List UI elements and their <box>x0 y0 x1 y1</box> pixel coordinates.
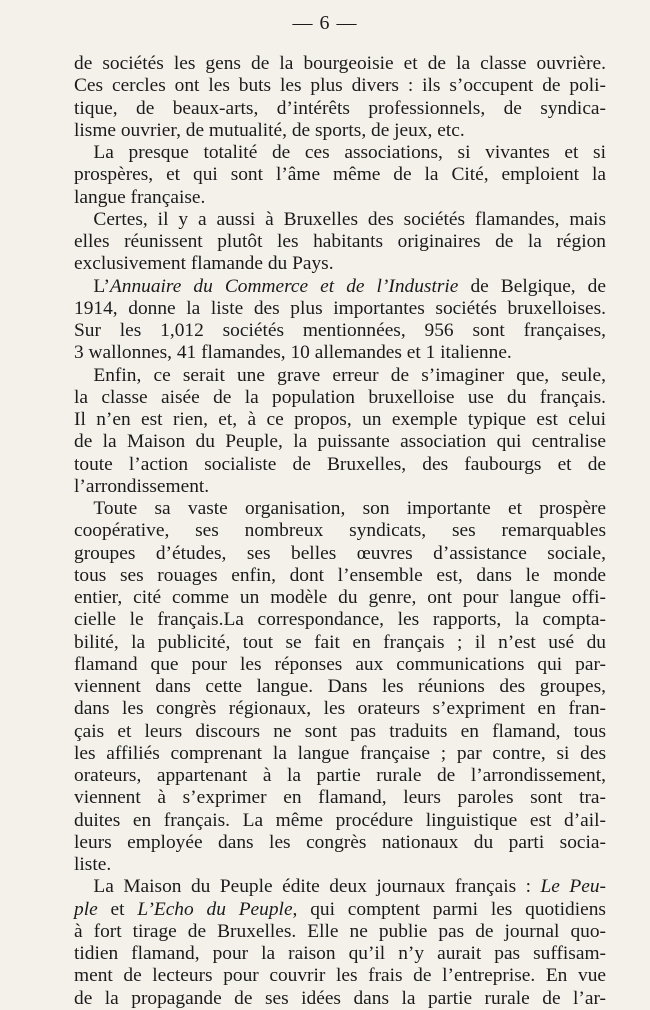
paragraph <box>74 498 606 876</box>
paragraph <box>74 53 606 142</box>
text-line: prospères, et qui sont l’âme même de la Cité, emploient la <box>74 164 606 186</box>
italic-title: Annuaire du Commerce et de l’Industrie <box>109 275 459 297</box>
text-line: Ces cercles ont les buts les plus divers : ils s’occupent de poli- <box>74 75 606 97</box>
text-line: Toute sa vaste organisation, son importante et prospère <box>93 498 606 519</box>
text-line: Il n’en est rien, et, à ce propos, un exemple typique est celui <box>74 409 606 430</box>
text-line: l’arrondissement. <box>74 475 210 497</box>
text-line: entier, cité comme un modèle du genre, ont pour langue offi- <box>74 587 606 608</box>
text-line: coopérative, ses nombreux syndicats, ses remarquables <box>74 520 606 542</box>
text-line: groupes d’études, ses belles œuvres d’assistance sociale, <box>74 542 606 564</box>
text-line: çais et leurs discours ne sont pas traduits en flamand, tous <box>74 720 606 742</box>
text-line: exclusivement flamande du Pays. <box>74 253 334 275</box>
text-line: 3 wallonnes, 41 flamandes, 10 allemandes et 1 italienne. <box>74 342 512 364</box>
page-number: — 6 — <box>292 12 358 34</box>
text-line: ple et L’Echo du Peuple, qui comptent parmi les quotidiens <box>74 898 606 920</box>
text-line: la classe aisée de la population bruxelloise use du français. <box>74 386 606 408</box>
paragraph <box>74 365 606 499</box>
italic-title: Le Peu- <box>540 876 606 898</box>
body-text <box>74 53 606 1010</box>
text-line: de sociétés les gens de la bourgeoisie et de la classe ouvrière. <box>74 53 606 74</box>
text-line: langue française. <box>74 186 206 208</box>
text-line: ment de lecteurs pour couvrir les frais de l’entreprise. En vue <box>74 965 606 987</box>
text-line: duites en français. La même procédure linguistique est d’ail- <box>74 809 606 831</box>
text-line: toute l’action socialiste de Bruxelles, des faubourgs et de <box>74 453 606 475</box>
paragraph <box>74 209 606 276</box>
text-line: tique, de beaux-arts, d’intérêts professionnels, de syndica- <box>74 97 606 119</box>
text-line: lisme ouvrier, de mutualité, de sports, de jeux, etc. <box>74 119 465 141</box>
text-line: Certes, il y a aussi à Bruxelles des sociétés flamandes, mais <box>93 208 606 230</box>
italic-title: ple <box>74 898 98 920</box>
paragraph <box>74 276 606 365</box>
text-line: à fort tirage de Bruxelles. Elle ne publie pas de journal quo- <box>74 920 606 942</box>
text-line: cielle le français.La correspondance, les rapports, la compta- <box>74 609 606 631</box>
text-line: bilité, la publicité, tout se fait en français ; il n’est usé du <box>74 631 606 653</box>
text-line: flamand que pour les réponses aux communications qui par- <box>74 653 606 675</box>
text-line: leurs employée dans les congrès nationaux du parti socia- <box>74 831 606 853</box>
text-line: tous ses rouages enfin, dont l’ensemble est, dans le monde <box>74 564 606 586</box>
text-line: dans les congrès régionaux, les orateurs s’expriment en fran- <box>74 698 606 720</box>
text-line: Sur les 1,012 sociétés mentionnées, 956 sont françaises, <box>74 320 606 341</box>
text-line: les affiliés comprenant la langue française ; par contre, si des <box>74 742 606 764</box>
italic-title: L’Echo du Peuple <box>137 898 293 920</box>
text-line: La Maison du Peuple édite deux journaux français : Le Peu- <box>93 876 606 898</box>
text-line: 1914, donne la liste des plus importantes sociétés bruxelloises. <box>74 297 606 319</box>
text-line: de la propagande de ses idées dans la partie rurale de l’ar- <box>74 987 606 1009</box>
text-line: liste. <box>74 854 112 875</box>
text-line: La presque totalité de ces associations, si vivantes et si <box>93 142 606 163</box>
text-line: Enfin, ce serait une grave erreur de s’imaginer que, seule, <box>93 364 606 386</box>
paragraph <box>74 142 606 209</box>
text-line: viennent dans cette langue. Dans les réunions des groupes, <box>74 676 606 697</box>
text-line: de la Maison du Peuple, la puissante association qui centralise <box>74 431 606 453</box>
text-line: tidien flamand, pour la raison qu’il n’y aurait pas suffisam- <box>74 943 606 964</box>
text-line: L’Annuaire du Commerce et de l’Industrie de Belgique, de <box>93 275 606 297</box>
paragraph <box>74 876 606 1010</box>
text-line: elles réunissent plutôt les habitants originaires de la région <box>74 231 606 252</box>
text-line: orateurs, appartenant à la partie rurale de l’arrondissement, <box>74 765 606 786</box>
text-line: viennent à s’exprimer en flamand, leurs paroles sont tra- <box>74 787 606 809</box>
